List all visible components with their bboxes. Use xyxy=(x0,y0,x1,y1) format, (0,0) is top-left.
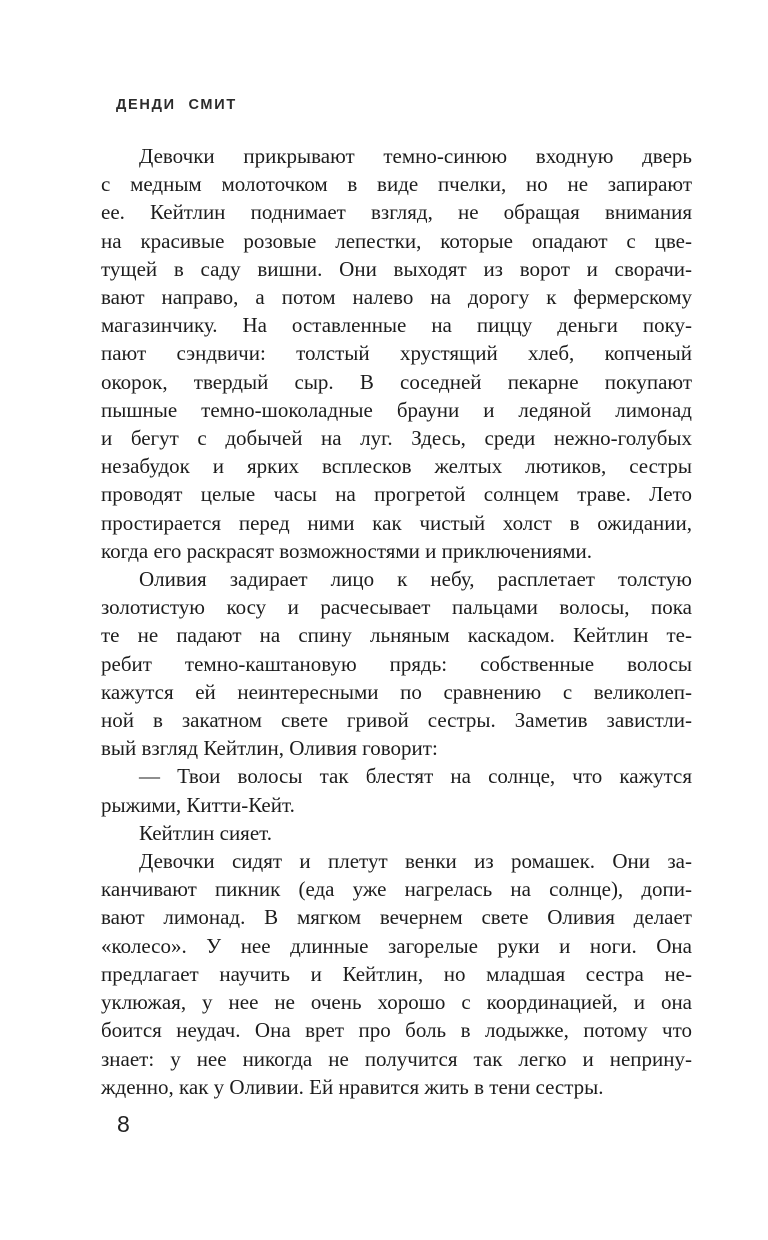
text-line: уклюжая, у нее не очень хорошо с координацией, и она xyxy=(101,990,692,1015)
text-line: с медным молоточком в виде пчелки, но не запирают xyxy=(101,172,692,197)
text-line: предлагает научить и Кейтлин, но младшая сестра не- xyxy=(101,961,692,986)
page-number: 8 xyxy=(117,1111,130,1137)
text-line: Оливия задирает лицо к небу, расплетает толстую xyxy=(139,567,692,592)
text-line: вый взгляд Кейтлин, Оливия говорит: xyxy=(101,736,438,761)
body-text xyxy=(101,142,692,1101)
text-line: ной в закатном свете гривой сестры. Заметив завистли- xyxy=(101,708,692,733)
text-line: Девочки прикрывают темно-синюю входную дверь xyxy=(139,144,692,168)
text-line: золотистую косу и расчесывает пальцами волосы, пока xyxy=(101,595,692,620)
running-header-author: ДЕНДИ СМИТ xyxy=(116,97,237,113)
text-line: пают сэндвичи: толстый хрустящий хлеб, копченый xyxy=(101,341,692,366)
text-line: вают направо, а потом налево на дорогу к фермерскому xyxy=(101,285,692,310)
text-line: магазинчику. На оставленные на пиццу деньги поку- xyxy=(101,313,692,338)
text-line: боится неудач. Она врет про боль в лодыжке, потому что xyxy=(101,1018,692,1043)
text-line: ее. Кейтлин поднимает взгляд, не обращая внимания xyxy=(101,200,692,225)
text-line: канчивают пикник (еда уже нагрелась на солнце), допи- xyxy=(101,877,692,902)
text-line: и бегут с добычей на луг. Здесь, среди нежно-голубых xyxy=(101,426,692,451)
text-line: проводят целые часы на прогретой солнцем траве. Лето xyxy=(101,482,692,507)
text-line: жденно, как у Оливии. Ей нравится жить в тени сестры. xyxy=(101,1074,604,1099)
text-line: Кейтлин сияет. xyxy=(139,820,273,845)
text-line: окорок, твердый сыр. В соседней пекарне покупают xyxy=(101,369,692,394)
text-line: вают лимонад. В мягком вечернем свете Оливия делает xyxy=(101,905,692,930)
text-line: на красивые розовые лепестки, которые опадают с цве- xyxy=(101,228,692,253)
text-line: Девочки сидят и плетут венки из ромашек. Они за- xyxy=(139,849,692,874)
text-line: рыжими, Китти-Кейт. xyxy=(101,792,295,817)
text-line: незабудок и ярких всплесков желтых лютиков, сестры xyxy=(101,454,692,479)
text-line: тущей в саду вишни. Они выходят из ворот и сворачи- xyxy=(101,256,692,281)
text-line: «колесо». У нее длинные загорелые руки и ноги. Она xyxy=(101,933,692,958)
text-line: простирается перед ними как чистый холст в ожидании, xyxy=(101,510,692,535)
text-line: те не падают на спину льняным каскадом. Кейтлин те- xyxy=(101,623,692,648)
text-line: ребит темно-каштановую прядь: собственные волосы xyxy=(101,651,692,676)
text-line: когда его раскрасят возможностями и приключениями. xyxy=(101,538,592,563)
text-line: знает: у нее никогда не получится так легко и неприну- xyxy=(101,1046,692,1071)
text-line: кажутся ей неинтересными по сравнению с великолеп- xyxy=(101,679,692,704)
text-line: пышные темно-шоколадные брауни и ледяной лимонад xyxy=(101,397,692,422)
text-line: — Твои волосы так блестят на солнце, что кажутся xyxy=(139,764,692,789)
